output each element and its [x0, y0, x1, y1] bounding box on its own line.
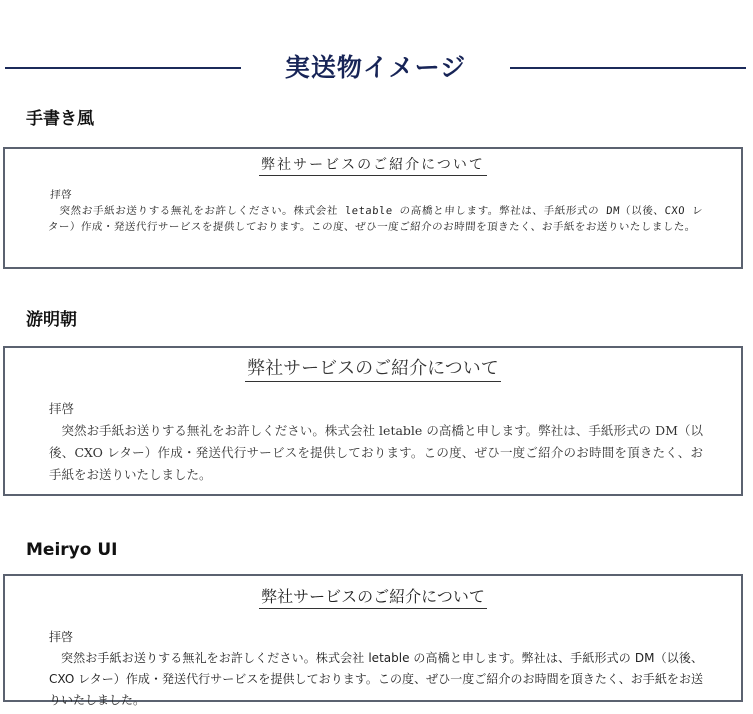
letter-sample-meiryo — [3, 574, 743, 707]
letter-salutation: 拝啓 — [49, 401, 75, 416]
letter-title-text: 弊社サービスのご紹介について — [259, 584, 487, 609]
letter-body — [49, 398, 703, 486]
header-rule-left — [5, 67, 241, 69]
letter-sample-handwriting — [3, 147, 743, 269]
letter-body — [49, 627, 703, 711]
letter-salutation: 拝啓 — [49, 189, 73, 201]
letter-salutation: 拝啓 — [49, 630, 74, 644]
letter-title — [5, 584, 741, 609]
page-title: 実送物イメージ — [284, 53, 467, 82]
letter-title — [5, 154, 741, 176]
section-header — [0, 48, 753, 88]
sample-label-handwriting: 手書き風 — [26, 109, 94, 129]
letter-paragraph: 突然お手紙お送りする無礼をお許しください。株式会社 letable の高橋と申します。弊社は、手紙形式の DM（以後、CXO レター）作成・発送代行サービスを提供しております。この度、ぜひ一度ご紹介のお時間を頂きたく、お手紙をお送りいたしました。 — [49, 423, 703, 482]
sample-label-meiryo: Meiryo UI — [26, 540, 118, 560]
letter-body — [47, 187, 704, 235]
letter-title-text: 弊社サービスのご紹介について — [259, 154, 487, 176]
header-rule-right — [510, 67, 746, 69]
sample-label-mincho: 游明朝 — [26, 310, 77, 330]
letter-sample-mincho — [3, 346, 743, 496]
letter-paragraph: 突然お手紙お送りする無礼をお許しください。株式会社 letable の高橋と申します。弊社は、手紙形式の DM（以後、CXO レター）作成・発送代行サービスを提供しております。この度、ぜひ一度ご紹介のお時間を頂きたく、お手紙をお送りいたしました。 — [49, 651, 703, 707]
letter-title-text: 弊社サービスのご紹介について — [245, 354, 501, 382]
letter-paragraph: 突然お手紙お送りする無礼をお許しください。株式会社 letable の高橋と申します。弊社は、手紙形式の DM（以後、CXO レター）作成・発送代行サービスを提供しております。この度、ぜひ一度ご紹介のお時間を頂きたく、お手紙をお送りいたしました。 — [47, 205, 704, 233]
letter-title — [5, 354, 741, 382]
